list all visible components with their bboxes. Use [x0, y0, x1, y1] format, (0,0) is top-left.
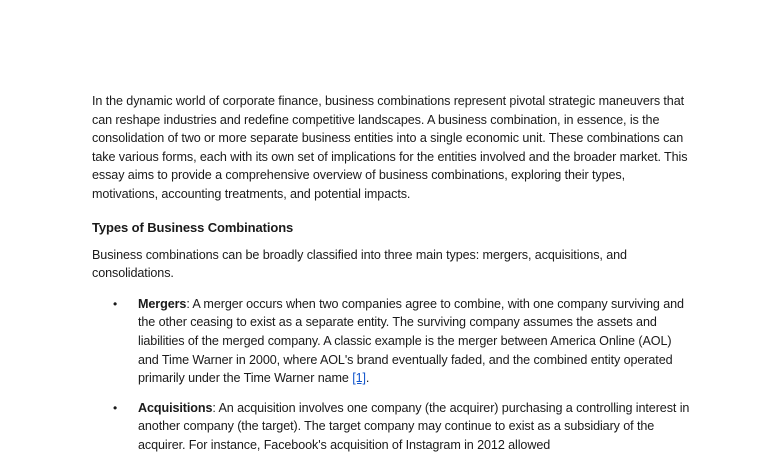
- intro-paragraph: In the dynamic world of corporate finance, business combinations represent pivotal strategic maneuvers that can reshape industries and redefine competitive landscapes. A business combination, in essence, is the consolidation of two or more separate business entities into a single economic unit. These combinations can take various forms, each with its own set of implications for the entities involved and the broader market. This essay aims to provide a comprehensive overview of business combinations, exploring their types, motivations, accounting treatments, and potential impacts.: [92, 94, 688, 201]
- term-separator: :: [212, 400, 219, 415]
- term-acquisitions: Acquisitions: [138, 400, 213, 415]
- sentence-end: .: [365, 371, 370, 386]
- term-mergers: Mergers: [138, 296, 187, 311]
- section-heading: Types of Business Combinations: [92, 219, 294, 235]
- section-lead-paragraph: Business combinations can be broadly classified into three main types: mergers, acquisitions, and consolidations.: [92, 247, 627, 281]
- mergers-description: A merger occurs when two companies agree to combine, with one company surviving and the other ceasing to exist as a separate entity. The surviving company assumes the assets and liabilities of the merged company. A classic example is the merger between America Online (AOL) and Time Warner in 2000, where AOL's brand eventually faded, and the combined entity operated primarily under the Time Warner name: [138, 296, 684, 386]
- acquisitions-description: An acquisition involves one company (the acquirer) purchasing a controlling interest in another company (the target). The target company may continue to exist as a subsidiary of the acquirer. For instance, Facebook's acquisition of Instagram in 2012 allowed: [138, 400, 690, 452]
- list-item-acquisitions: [92, 399, 692, 455]
- list-item-mergers: [92, 295, 692, 388]
- citation-link-1[interactable]: [1]: [352, 371, 366, 386]
- document-body: [92, 92, 692, 466]
- term-separator: :: [186, 296, 193, 311]
- business-combination-types-list: [92, 295, 692, 455]
- bullet-icon: •: [113, 400, 118, 415]
- bullet-icon: •: [113, 296, 118, 311]
